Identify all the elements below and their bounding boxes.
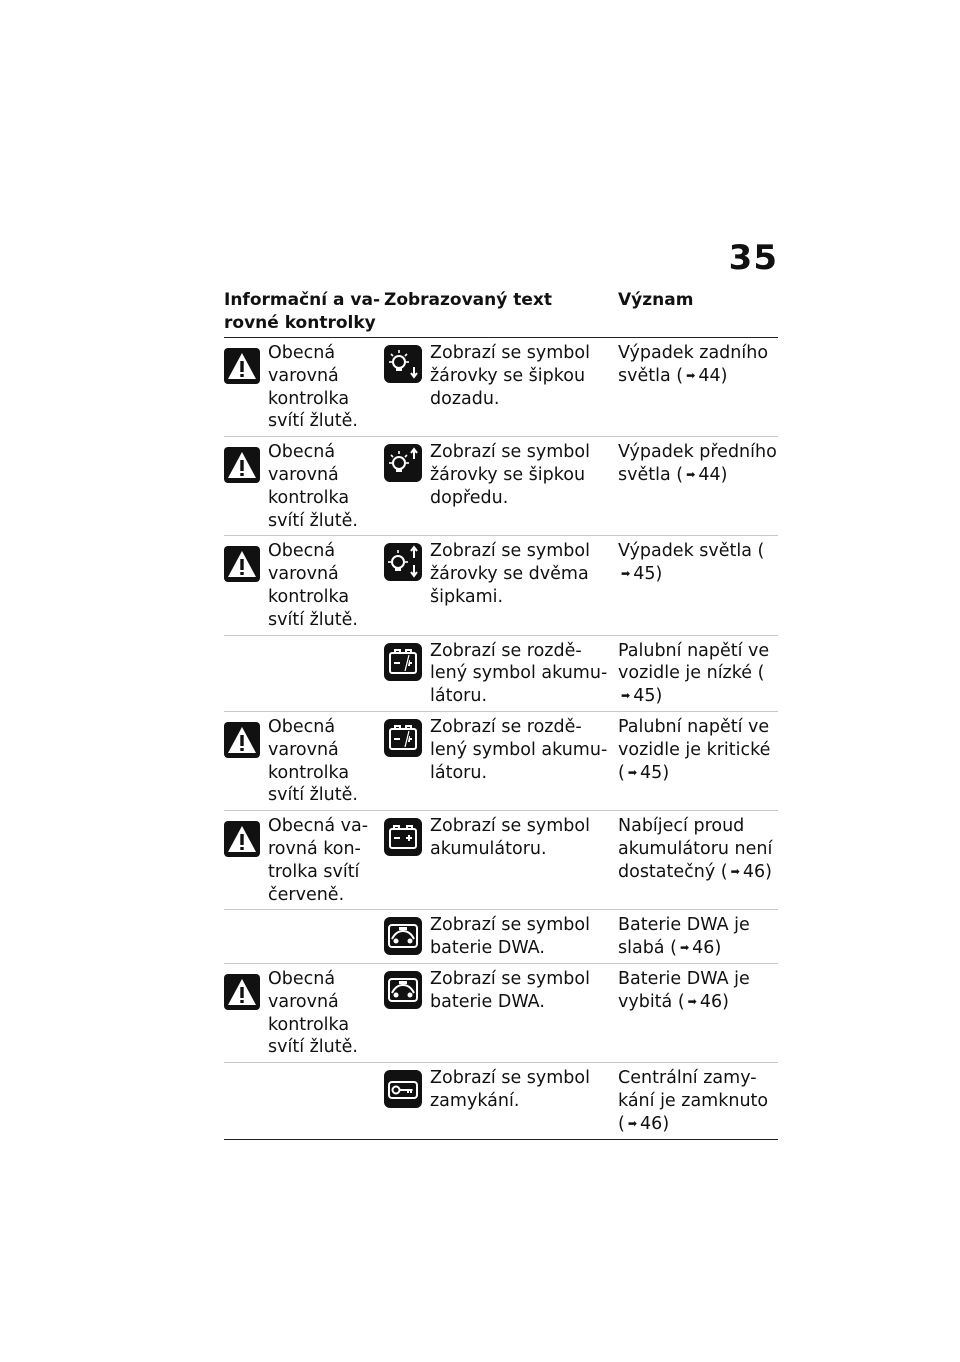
meaning-text: Palubní napětí ve vozidle je nízké — [618, 640, 770, 684]
table-row — [224, 964, 778, 1063]
warning-triangle-icon — [224, 968, 268, 1059]
indicator-cell — [224, 968, 384, 1059]
meaning-text: Výpadek zadního světla — [618, 343, 769, 386]
display-text-cell — [384, 1067, 618, 1135]
page-ref-arrow-icon: ➡ — [679, 941, 690, 955]
table-row — [224, 712, 778, 811]
warning-triangle-icon — [224, 441, 268, 532]
page-ref[interactable]: 44 — [698, 464, 721, 485]
indicator-text: Obecná varovná kontrolka svítí žlutě. — [268, 541, 358, 630]
display-text: Zobrazí se symbol žárovky se šipkou dozadu. — [430, 343, 590, 409]
lock-key-icon — [384, 1067, 430, 1135]
meaning-text: Baterie DWA je slabá — [618, 915, 750, 959]
header-indicators-line1: Informační a va- — [224, 290, 380, 310]
display-text-cell — [384, 815, 618, 906]
display-text: Zobrazí se rozdě-lený symbol akumu-látoru. — [430, 716, 608, 783]
header-display-text: Zobrazovaný text — [384, 290, 553, 310]
table-row — [224, 536, 778, 635]
page-ref-arrow-icon: ➡ — [686, 368, 696, 382]
display-text-cell — [384, 914, 618, 960]
indicator-cell — [224, 540, 384, 631]
indicator-cell — [224, 914, 384, 960]
bulb-two-arrows-icon — [384, 540, 430, 631]
table-header — [224, 289, 778, 338]
split-battery-icon — [384, 640, 430, 708]
indicator-text: Obecná varovná kontrolka svítí žlutě. — [268, 343, 358, 432]
table-row — [224, 636, 778, 712]
page-ref-arrow-icon: ➡ — [730, 864, 740, 878]
display-text: Zobrazí se symbol baterie DWA. — [430, 915, 590, 959]
indicator-text: Obecná varovná kontrolka svítí žlutě. — [268, 968, 358, 1058]
table-row — [224, 437, 778, 536]
page-ref-arrow-icon: ➡ — [686, 467, 696, 481]
meaning-cell: Baterie DWA je slabá ( ➡ 46) — [618, 915, 750, 959]
indicator-cell — [224, 716, 384, 807]
meaning-cell: Výpadek zadního světla ( ➡ 44) — [618, 343, 769, 386]
meaning-cell: Nabíjecí proud akumulátoru není dostatečný ( ➡ 46) — [618, 816, 773, 882]
meaning-text: Palubní napětí ve vozidle je kritické — [618, 716, 771, 760]
page-ref[interactable]: 44 — [698, 365, 721, 386]
page-ref-arrow-icon: ➡ — [627, 1116, 638, 1130]
warning-triangle-icon — [224, 716, 268, 807]
display-text-cell — [384, 968, 618, 1059]
bulb-arrow-back-icon — [384, 342, 430, 433]
meaning-cell: Palubní napětí ve vozidle je kritické ( ➡ 45) — [618, 716, 771, 783]
meaning-text: Baterie DWA je vybitá — [618, 968, 750, 1012]
dwa-battery-icon — [384, 914, 430, 960]
indicator-cell — [224, 441, 384, 532]
display-text-cell — [384, 441, 618, 532]
display-text-cell — [384, 540, 618, 631]
page-ref[interactable]: 45 — [633, 686, 656, 707]
indicator-text: Obecná varovná kontrolka svítí žlutě. — [268, 442, 358, 531]
page-ref-arrow-icon: ➡ — [687, 994, 697, 1008]
table-row — [224, 910, 778, 964]
display-text: Zobrazí se symbol zamykání. — [430, 1068, 590, 1111]
warning-triangle-icon — [224, 815, 268, 906]
header-meaning: Význam — [618, 290, 694, 310]
indicator-table — [224, 289, 778, 1140]
meaning-text: Výpadek předního světla — [618, 442, 777, 485]
page-ref[interactable]: 46 — [692, 938, 715, 959]
meaning-text: Centrální zamy-kání je zamknuto — [618, 1068, 769, 1111]
meaning-text: Výpadek světla — [618, 541, 752, 562]
meaning-cell: Centrální zamy-kání je zamknuto ( ➡ 46) — [618, 1068, 769, 1134]
indicator-cell — [224, 1067, 384, 1135]
page-number: 35 — [728, 238, 778, 278]
table-row — [224, 338, 778, 437]
page-ref-arrow-icon: ➡ — [627, 765, 638, 779]
indicator-cell — [224, 640, 384, 708]
page-ref[interactable]: 45 — [633, 564, 656, 585]
meaning-cell: Baterie DWA je vybitá ( ➡ 46) — [618, 968, 750, 1012]
display-text: Zobrazí se rozdě-lený symbol akumu-látoru. — [430, 640, 608, 707]
page-ref-arrow-icon: ➡ — [621, 567, 631, 581]
header-indicators-line2: rovné kontrolky — [224, 313, 376, 333]
display-text: Zobrazí se symbol žárovky se dvěma šipkami. — [430, 541, 590, 607]
display-text: Zobrazí se symbol akumulátoru. — [430, 816, 590, 859]
meaning-cell: Výpadek předního světla ( ➡ 44) — [618, 442, 777, 485]
page-ref[interactable]: 46 — [742, 861, 766, 882]
bulb-arrow-forward-icon — [384, 441, 430, 532]
display-text: Zobrazí se symbol žárovky se šipkou dopředu. — [430, 442, 590, 508]
display-text-cell — [384, 716, 618, 807]
display-text-cell — [384, 342, 618, 433]
display-text: Zobrazí se symbol baterie DWA. — [430, 968, 590, 1012]
warning-triangle-icon — [224, 342, 268, 433]
page-ref[interactable]: 46 — [699, 991, 723, 1012]
indicator-cell — [224, 815, 384, 906]
table-body — [224, 338, 778, 1140]
dwa-battery-icon — [384, 968, 430, 1059]
table-row — [224, 1063, 778, 1139]
page-ref-arrow-icon: ➡ — [621, 689, 631, 703]
header-indicators — [224, 289, 384, 335]
indicator-cell — [224, 342, 384, 433]
split-battery-icon — [384, 716, 430, 807]
indicator-text: Obecná varovná kontrolka svítí žlutě. — [268, 716, 358, 806]
display-text-cell — [384, 640, 618, 708]
page-ref[interactable]: 46 — [640, 1113, 663, 1134]
meaning-text: Nabíjecí proud akumulátoru není dostatečný — [618, 816, 773, 882]
table-row — [224, 811, 778, 910]
meaning-cell: Palubní napětí ve vozidle je nízké (➡ 45) — [618, 640, 770, 707]
meaning-cell: Výpadek světla (➡ 45) — [618, 541, 765, 585]
battery-icon — [384, 815, 430, 906]
indicator-text: Obecná va-rovná kon-trolka svítí červeně. — [268, 816, 369, 905]
page-ref[interactable]: 45 — [640, 762, 663, 783]
warning-triangle-icon — [224, 540, 268, 631]
